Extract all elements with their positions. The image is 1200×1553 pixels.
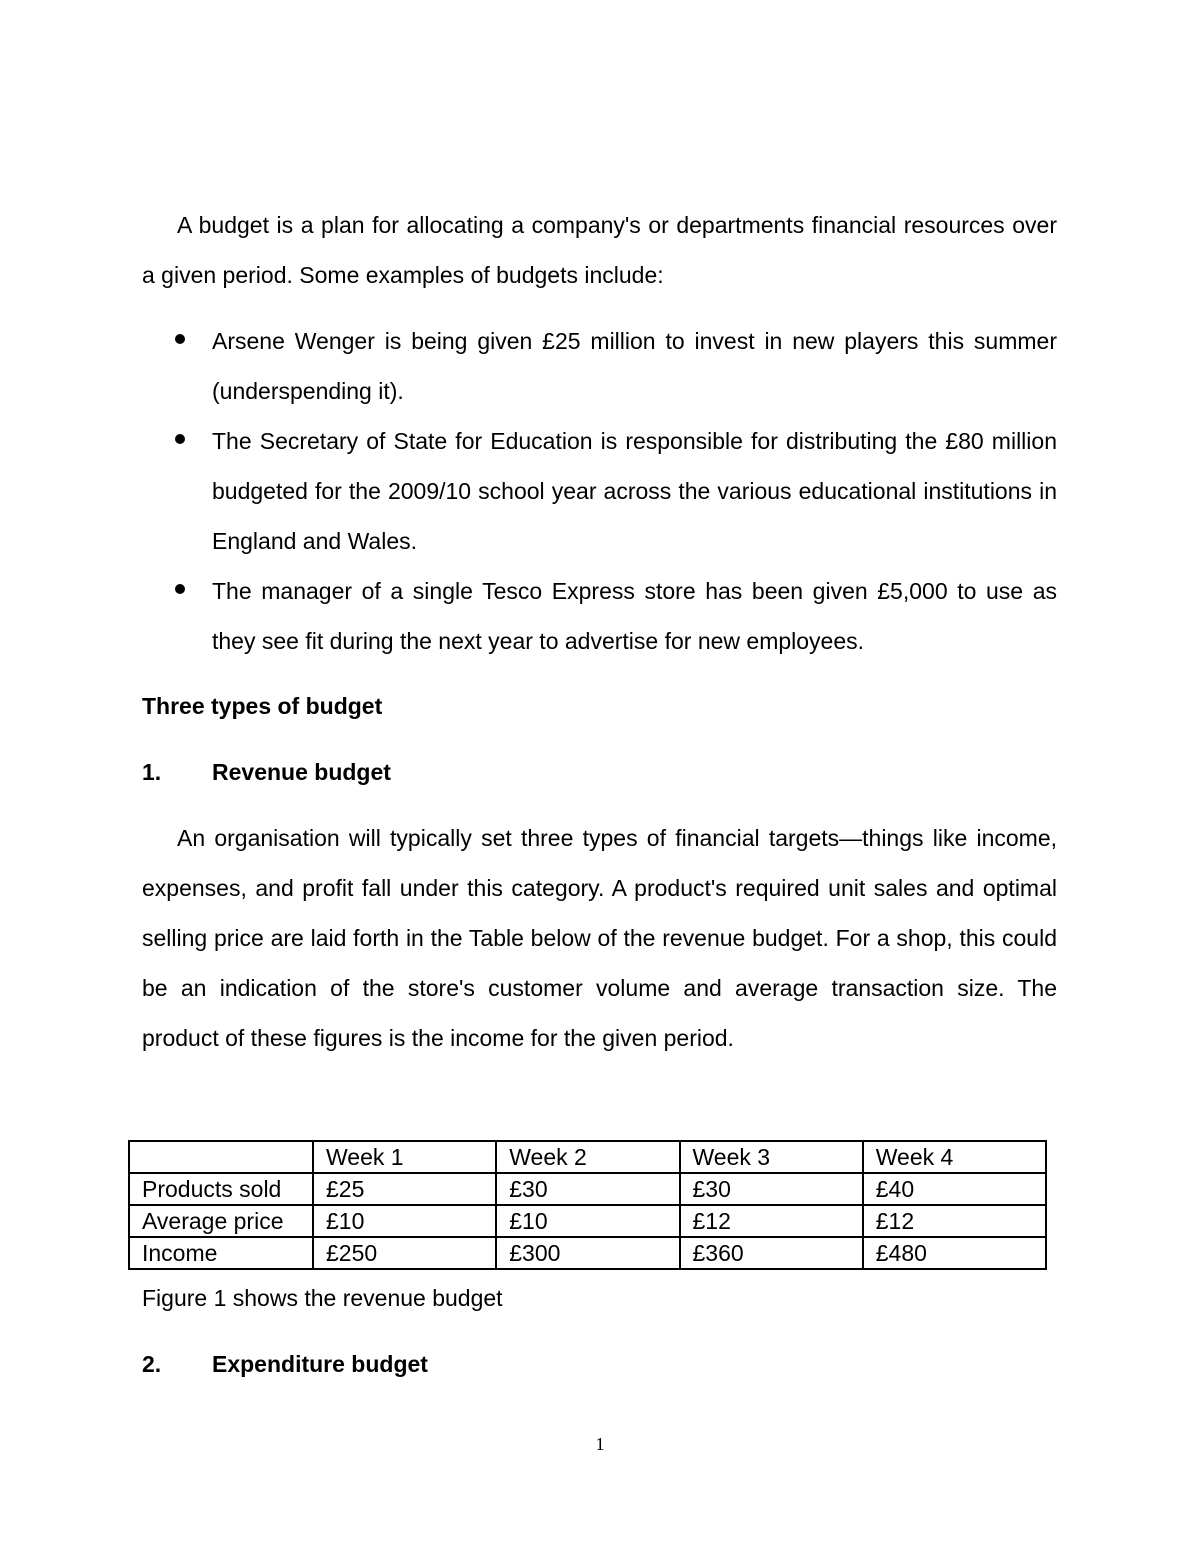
revenue-heading-title: Revenue budget [212, 759, 391, 785]
table-cell: £30 [496, 1173, 679, 1205]
table-cell: £12 [863, 1205, 1046, 1237]
table-row-label: Income [129, 1237, 313, 1269]
list-item-text: The Secretary of State for Education is responsible for distributing the £80 million budgeted for the 2009/10 school year across the various educational institutions in England and Wales. [212, 428, 1057, 554]
revenue-heading-number: 1. [142, 759, 162, 785]
table-cell: £250 [313, 1237, 496, 1269]
list-item-text: The manager of a single Tesco Express store has been given £5,000 to use as they see fit during the next year to advertise for new employees. [212, 578, 1057, 654]
table-cell: £12 [680, 1205, 863, 1237]
intro-paragraph: A budget is a plan for allocating a company's or departments financial resources over a given period. Some examples of budgets include: [142, 212, 1057, 288]
table-cell: £480 [863, 1237, 1046, 1269]
table-row [129, 1205, 1046, 1237]
table-cell: £10 [313, 1205, 496, 1237]
page-number: 1 [595, 1434, 605, 1454]
table-header-row [129, 1141, 1046, 1173]
table-row-label: Average price [129, 1205, 313, 1237]
table-header-cell: Week 2 [496, 1141, 679, 1173]
table-cell: £25 [313, 1173, 496, 1205]
table-row [129, 1173, 1046, 1205]
section-heading: Three types of budget [142, 693, 383, 719]
table-cell: £10 [496, 1205, 679, 1237]
table-cell: £300 [496, 1237, 679, 1269]
revenue-heading [142, 747, 1057, 797]
table-header-cell: Week 3 [680, 1141, 863, 1173]
table-header-cell: Week 1 [313, 1141, 496, 1173]
list-item [142, 316, 1057, 416]
list-item-text: Arsene Wenger is being given £25 million to invest in new players this summer (underspending it). [212, 328, 1057, 404]
table-header-cell [129, 1141, 313, 1173]
expenditure-heading [142, 1347, 428, 1381]
revenue-paragraph: An organisation will typically set three types of financial targets—things like income, expenses, and profit fall under this category. A product's required unit sales and optimal selling price are laid forth in the Table below of the revenue budget. For a shop, this could be an indication of the store's customer volume and average transaction size. The product of these figures is the income for the given period. [142, 825, 1057, 1051]
revenue-table [128, 1140, 1047, 1270]
table-row-label: Products sold [129, 1173, 313, 1205]
table-header-cell: Week 4 [863, 1141, 1046, 1173]
table-cell: £30 [680, 1173, 863, 1205]
table-cell: £40 [863, 1173, 1046, 1205]
expenditure-heading-title: Expenditure budget [212, 1351, 428, 1377]
table-row [129, 1237, 1046, 1269]
bullet-icon [175, 434, 185, 444]
list-item [142, 416, 1057, 566]
bullet-icon [175, 334, 185, 344]
expenditure-heading-number: 2. [142, 1351, 162, 1377]
document-body [142, 200, 1057, 1063]
table-cell: £360 [680, 1237, 863, 1269]
examples-list [142, 316, 1057, 666]
bullet-icon [175, 584, 185, 594]
table-caption: Figure 1 shows the revenue budget [142, 1285, 503, 1311]
list-item [142, 566, 1057, 666]
